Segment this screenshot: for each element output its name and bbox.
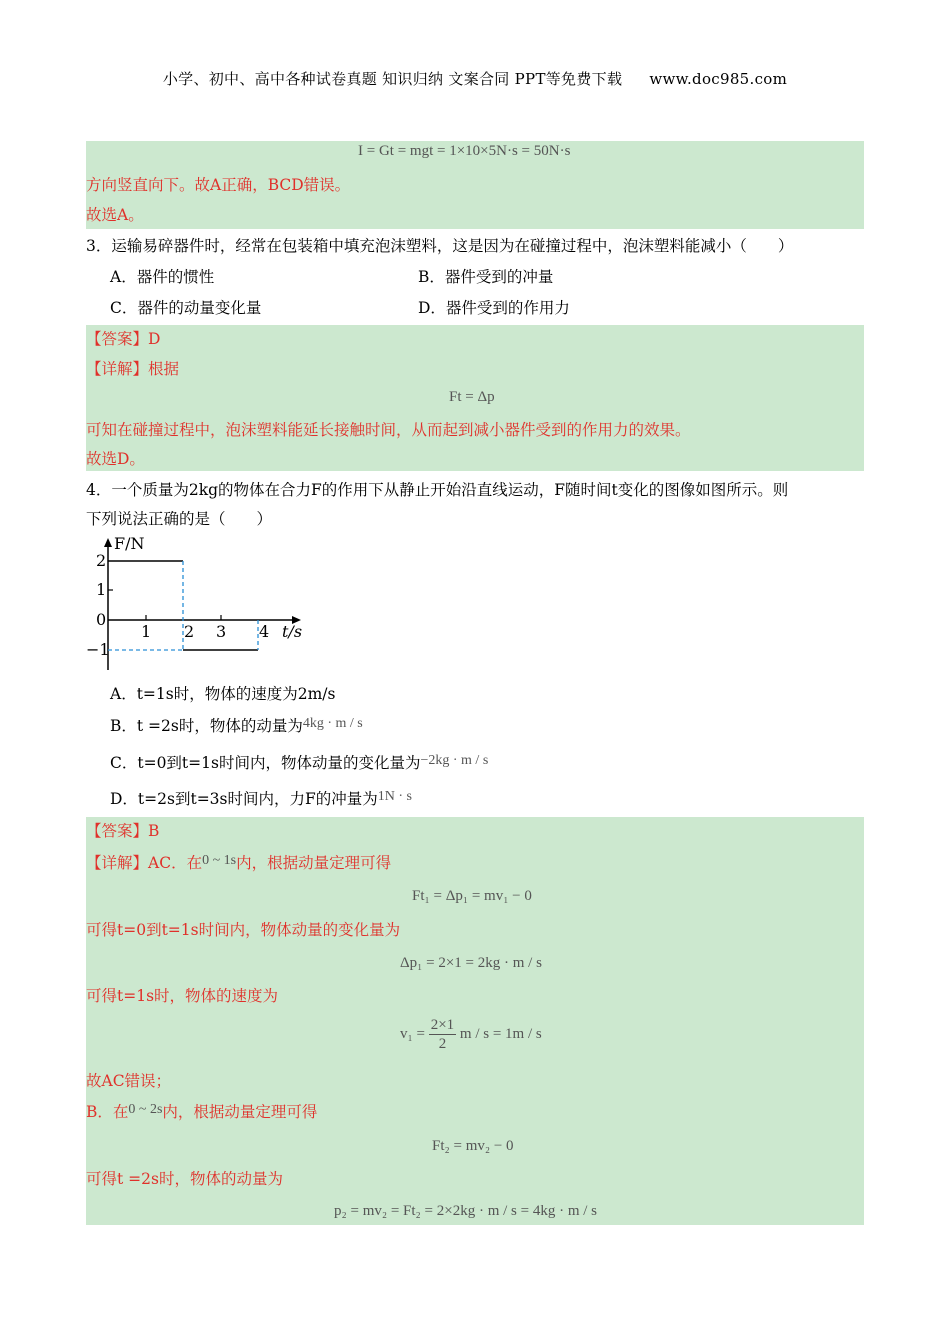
detail-ac-prefix: AC．在	[148, 854, 203, 872]
graph-xtick-2: 2	[184, 622, 195, 641]
q4-detail-b	[86, 1101, 317, 1125]
q4-answer	[86, 820, 159, 842]
q4-option-d	[110, 788, 412, 812]
fraction-numerator: 2×1	[430, 1017, 455, 1033]
q3-option-c: C．器件的动量变化量	[110, 299, 262, 317]
graph-ylabel: F/N	[114, 534, 145, 553]
q4-option-d-eq: 1N · s	[377, 789, 412, 804]
q3-stem: 3．运输易碎器件时，经常在包装箱中填充泡沫塑料，这是因为在碰撞过程中，泡沫塑料能减小（ ）	[86, 237, 794, 255]
q4-option-b-eq: 4kg · m / s	[302, 716, 363, 731]
answer-label: 【答案】	[86, 330, 149, 348]
q4-line-dp: 可得t=0到t=1s时间内，物体动量的变化量为	[86, 921, 401, 939]
q3-answer	[86, 328, 160, 350]
detail-label: 【详解】	[86, 360, 149, 378]
equation-impulse: I = Gt = mgt = 1×10×5N·s = 50N·s	[358, 143, 571, 159]
equation-v1-right: m / s = 1m / s	[459, 1025, 542, 1042]
q3-option-d: D．器件受到的作用力	[418, 299, 570, 317]
equation-momentum-2: Ft₂ = mv₂ − 0	[432, 1138, 514, 1154]
equation-p2: p₂ = mv₂ = Ft₂ = 2×2kg · m / s = 4kg · m / s	[334, 1203, 597, 1219]
detail-ac-tail: 内，根据动量定理可得	[236, 854, 392, 872]
q2-conclusion: 故选A。	[86, 206, 144, 224]
fraction-denominator: 2	[438, 1036, 447, 1052]
q4-option-c-text: C．t=0到t=1s时间内，物体动量的变化量为	[110, 754, 421, 772]
detail-ac-interval: 0 ~ 1s	[202, 853, 237, 868]
q4-line-v: 可得t=1s时，物体的速度为	[86, 987, 279, 1005]
q4-ac-wrong: 故AC错误；	[86, 1072, 172, 1090]
graph-ytick-neg1: −1	[86, 640, 110, 659]
header-site: www.doc985.com	[649, 70, 788, 88]
q4-stem-line1: 4．一个质量为2kg的物体在合力F的作用下从静止开始沿直线运动，F随时间t变化的图像如图所示。则	[86, 481, 789, 499]
answer-value: D	[148, 330, 161, 348]
equation-v1-fraction	[429, 1016, 456, 1053]
detail-label: 【详解】	[86, 854, 149, 872]
q3-option-a: A．器件的惯性	[110, 268, 215, 286]
q3-option-b: B．器件受到的冲量	[418, 268, 554, 286]
q3-explain: 可知在碰撞过程中，泡沫塑料能延长接触时间，从而起到减小器件受到的作用力的效果。	[86, 421, 691, 439]
q4-option-c-eq: −2kg · m / s	[420, 753, 489, 768]
q4-detail-ac	[86, 852, 391, 876]
equation-momentum-1: Ft₁ = Δp₁ = mv₁ − 0	[412, 888, 532, 904]
detail-b-interval: 0 ~ 2s	[128, 1102, 163, 1117]
q4-option-d-text: D．t=2s到t=3s时间内，力F的冲量为	[110, 790, 378, 808]
graph-xlabel: t/s	[282, 622, 303, 641]
equation-ft-dp: Ft = Δp	[449, 389, 495, 405]
graph-xtick-3: 3	[216, 622, 227, 641]
page-header	[0, 68, 950, 89]
q4-stem-line2: 下列说法正确的是（ ）	[86, 510, 273, 528]
q4-option-b	[110, 715, 363, 739]
detail-b-prefix: B．在	[86, 1103, 129, 1121]
graph-xtick-4: 4	[259, 622, 270, 641]
detail-intro: 根据	[148, 360, 180, 378]
q4-option-c	[110, 752, 488, 776]
equation-v1-left: v₁ =	[400, 1025, 425, 1042]
header-text: 小学、初中、高中各种试卷真题 知识归纳 文案合同 PPT等免费下载	[162, 70, 623, 88]
q2-explain: 方向竖直向下。故A正确，BCD错误。	[86, 176, 351, 194]
q3-detail	[86, 358, 179, 380]
q3-conclusion: 故选D。	[86, 450, 145, 468]
q4-option-b-text: B．t =2s时，物体的动量为	[110, 717, 303, 735]
answer-label: 【答案】	[86, 822, 149, 840]
equation-dp1: Δp₁ = 2×1 = 2kg · m / s	[400, 955, 542, 971]
detail-b-tail: 内，根据动量定理可得	[162, 1103, 318, 1121]
answer-value: B	[148, 822, 160, 840]
graph-ytick-1: 1	[96, 580, 107, 599]
force-time-graph	[86, 536, 304, 673]
q4-line-p: 可得t =2s时，物体的动量为	[86, 1170, 283, 1188]
graph-ytick-2: 2	[96, 551, 107, 570]
equation-v1	[400, 1016, 542, 1053]
q4-option-a: A．t=1s时，物体的速度为2m/s	[110, 685, 336, 703]
graph-xtick-1: 1	[141, 622, 152, 641]
graph-ytick-0: 0	[96, 610, 107, 629]
